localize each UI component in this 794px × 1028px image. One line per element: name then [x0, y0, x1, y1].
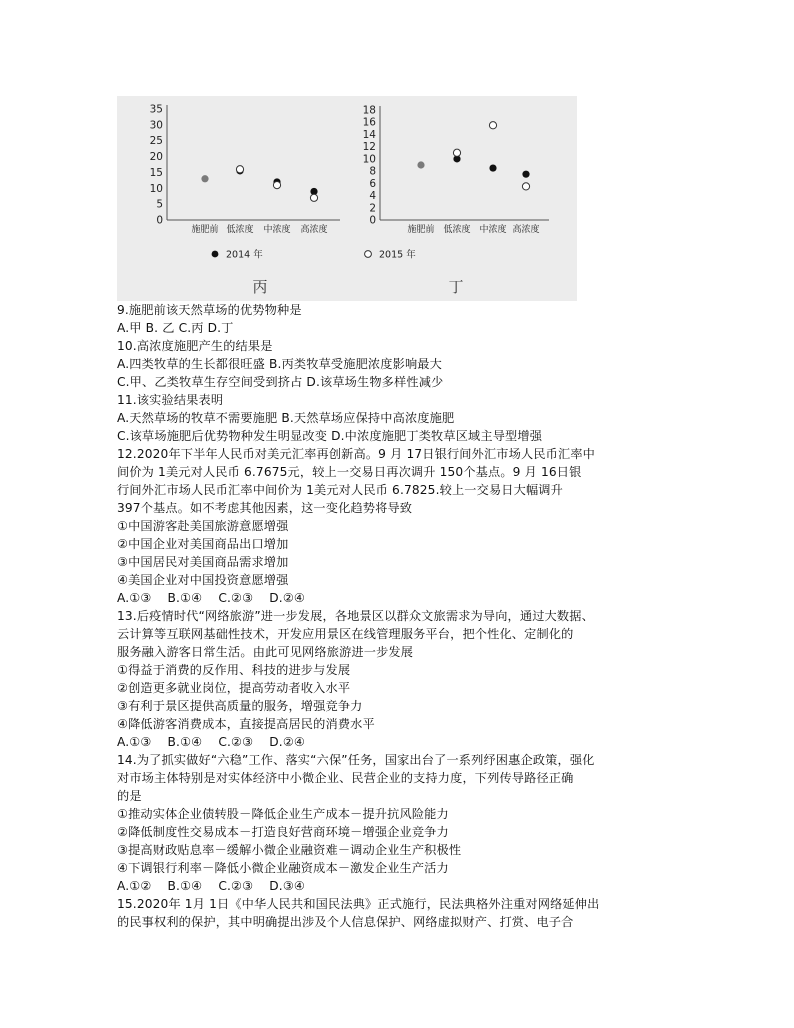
panel-label: 丁	[448, 278, 464, 296]
legend-label: 2015 年	[379, 249, 416, 261]
text-line: 的是	[117, 789, 142, 803]
y-tick-label: 12	[362, 141, 376, 154]
text-line: ④下调银行利率－降低小微企业融资成本－激发企业生产活力	[117, 861, 449, 875]
text-line: ③中国居民对美国商品需求增加	[117, 555, 289, 569]
y-tick-label: 4	[369, 190, 376, 203]
x-tick-label: 施肥前	[191, 225, 219, 235]
y-tick-label: 16	[362, 116, 376, 129]
y-tick-label: 2	[369, 202, 376, 215]
text-line: 15.2020年 1月 1日《中华人民共和国民法典》正式施行，民法典格外注重对网络延伸出	[117, 897, 600, 911]
text-line: ①得益于消费的反作用、科技的进步与发展	[117, 663, 351, 677]
y-tick-label: 0	[369, 214, 376, 227]
y-tick-label: 30	[149, 119, 163, 132]
text-line: A.①② B.①④ C.②③ D.③④	[117, 879, 305, 893]
data-point	[489, 122, 496, 129]
text-line: 397个基点。如不考虑其他因素，这一变化趋势将导致	[117, 501, 413, 515]
data-point	[273, 182, 280, 189]
data-point	[489, 164, 496, 171]
question-text	[117, 301, 717, 931]
text-line: ②降低制度性交易成本－打造良好营商环境－增强企业竞争力	[117, 825, 449, 839]
text-line: ①推动实体企业债转股－降低企业生产成本－提升抗风险能力	[117, 807, 449, 821]
y-tick-label: 20	[149, 151, 163, 164]
text-line: 12.2020年下半年人民币对美元汇率再创新高。9 月 17日银行间外汇市场人民币汇率中	[117, 447, 596, 461]
legend-marker	[212, 251, 219, 258]
scatter-charts	[117, 96, 577, 301]
data-point	[236, 166, 243, 173]
text-line: 13.后疫情时代“网络旅游”进一步发展，各地景区以群众文旅需求为导向，通过大数据、	[117, 609, 594, 623]
figure-panel	[117, 96, 577, 301]
text-line: 9.施肥前该天然草场的优势物种是	[117, 303, 302, 317]
y-tick-label: 10	[362, 153, 376, 166]
y-tick-label: 14	[362, 128, 376, 141]
text-line: A.①③ B.①④ C.②③ D.②④	[117, 735, 305, 749]
x-tick-label: 高浓度	[300, 225, 328, 235]
text-line: 行间外汇市场人民币汇率中间价为 1美元对人民币 6.7825.较上一交易日大幅调升	[117, 483, 563, 497]
data-point	[453, 149, 460, 156]
text-line: A.四类牧草的生长都很旺盛 B.丙类牧草受施肥浓度影响最大	[117, 357, 442, 371]
text-line: A.天然草场的牧草不需要施肥 B.天然草场应保持中高浓度施肥	[117, 411, 455, 425]
x-tick-label: 中浓度	[263, 225, 291, 235]
text-line: 10.高浓度施肥产生的结果是	[117, 339, 273, 353]
y-tick-label: 25	[149, 135, 163, 148]
text-line: 11.该实验结果表明	[117, 393, 224, 407]
text-line: ②中国企业对美国商品出口增加	[117, 537, 289, 551]
y-tick-label: 10	[149, 182, 163, 195]
x-tick-label: 高浓度	[512, 225, 540, 235]
y-tick-label: 8	[369, 165, 376, 178]
text-line: 的民事权利的保护，其中明确提出涉及个人信息保护、网络虚拟财产、打赏、电子合	[117, 915, 574, 929]
y-tick-label: 0	[156, 214, 163, 227]
text-line: 对市场主体特别是对实体经济中小微企业、民营企业的支持力度，下列传导路径正确	[117, 771, 574, 785]
x-tick-label: 低浓度	[443, 225, 471, 235]
text-line: A.甲 B. 乙 C.丙 D.丁	[117, 321, 234, 335]
text-line: ③提高财政贴息率－缓解小微企业融资难－调动企业生产积极性	[117, 843, 462, 857]
text-line: ③有利于景区提供高质量的服务，增强竞争力	[117, 699, 363, 713]
text-line: C.甲、乙类牧草生存空间受到挤占 D.该草场生物多样性减少	[117, 375, 444, 389]
text-line: ①中国游客赴美国旅游意愿增强	[117, 519, 289, 533]
text-line: 间价为 1美元对人民币 6.7675元，较上一交易日再次调升 150个基点。9 月 16日银	[117, 465, 582, 479]
text-line: C.该草场施肥后优势物种发生明显改变 D.中浓度施肥丁类牧草区域主导型增强	[117, 429, 543, 443]
y-tick-label: 35	[149, 103, 163, 116]
data-point	[310, 194, 317, 201]
panel-label: 丙	[252, 278, 268, 296]
text-line: 云计算等互联网基础性技术，开发应用景区在线管理服务平台，把个性化、定制化的	[117, 627, 574, 641]
data-point	[417, 161, 424, 168]
x-tick-label: 中浓度	[479, 225, 507, 235]
data-point	[201, 175, 208, 182]
y-tick-label: 6	[369, 177, 376, 190]
text-line: ④降低游客消费成本，直接提高居民的消费水平	[117, 717, 375, 731]
x-tick-label: 低浓度	[226, 225, 254, 235]
legend-marker	[365, 251, 372, 258]
text-line: ②创造更多就业岗位，提高劳动者收入水平	[117, 681, 351, 695]
text-line: ④美国企业对中国投资意愿增强	[117, 573, 289, 587]
data-point	[522, 171, 529, 178]
legend-label: 2014 年	[226, 249, 263, 261]
y-tick-label: 15	[149, 166, 163, 179]
text-line: 服务融入游客日常生活。由此可见网络旅游进一步发展	[117, 645, 414, 659]
x-tick-label: 施肥前	[407, 225, 435, 235]
text-line: A.①③ B.①④ C.②③ D.②④	[117, 591, 305, 605]
text-line: 14.为了抓实做好“六稳”工作、落实“六保”任务，国家出台了一系列纾困惠企政策，强化	[117, 753, 595, 767]
y-tick-label: 18	[362, 104, 376, 117]
data-point	[522, 183, 529, 190]
y-tick-label: 5	[156, 198, 163, 211]
